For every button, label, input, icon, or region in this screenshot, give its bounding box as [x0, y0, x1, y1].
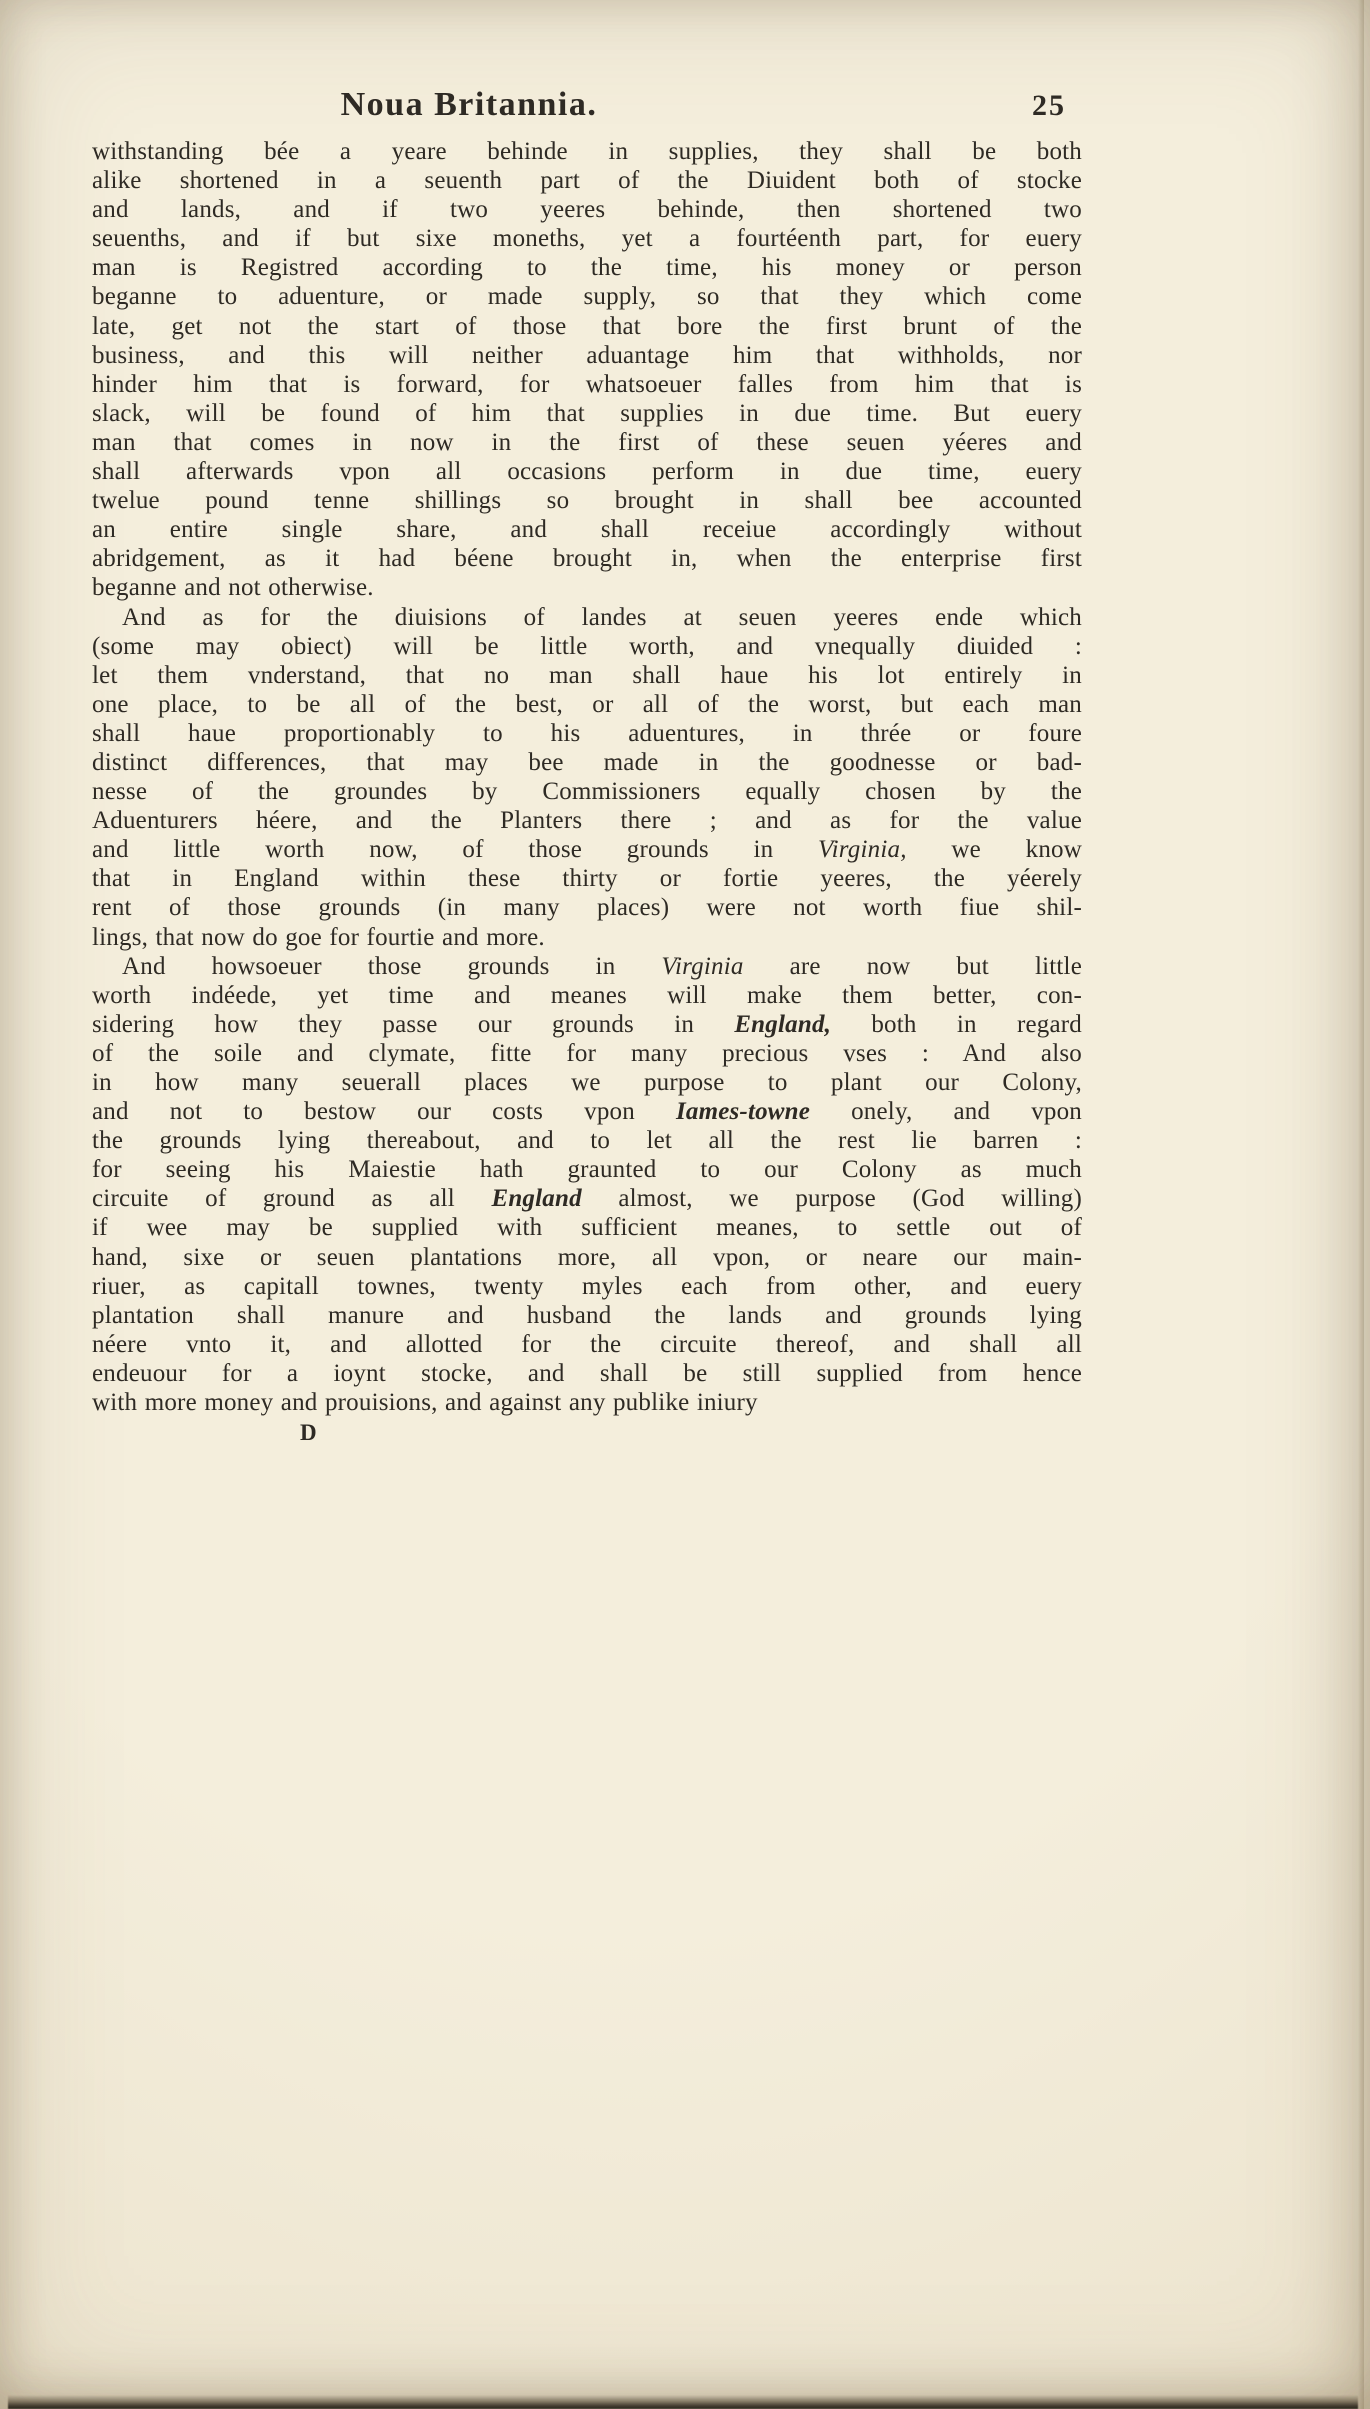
text-line	[92, 370, 1082, 399]
text-segment: of the soile and clymate, fitte for many precious vses : And also	[92, 1039, 1082, 1067]
text-line	[92, 603, 1082, 632]
page-bottom-edge	[8, 2395, 1358, 2409]
body-text	[92, 137, 1082, 1417]
text-line	[92, 952, 1082, 981]
text-segment: endeuour for a ioynt stocke, and shall be still supplied from hence	[92, 1359, 1082, 1387]
text-segment: rent of those grounds (in many places) were not worth fiue shil-	[92, 894, 1082, 922]
page-header	[92, 86, 1082, 134]
text-segment: shall haue proportionably to his aduentures, in thrée or foure	[92, 719, 1082, 747]
text-line	[92, 1010, 1082, 1039]
text-line	[92, 1330, 1082, 1359]
text-line	[92, 399, 1082, 428]
text-segment: almost, we purpose (God willing)	[581, 1185, 1082, 1213]
text-segment: one place, to be all of the best, or all of the worst, but each man	[92, 690, 1082, 718]
text-segment: and not to bestow our costs vpon	[92, 1098, 676, 1126]
text-line	[92, 1039, 1082, 1068]
text-segment: the grounds lying thereabout, and to let all the rest lie barren :	[92, 1127, 1082, 1155]
text-segment: and little worth now, of those grounds in	[92, 836, 819, 864]
text-line	[92, 1243, 1082, 1272]
text-segment: lings, that now do goe for fourtie and more.	[92, 923, 545, 951]
text-segment: are now but little	[743, 952, 1082, 980]
text-segment: hinder him that is forward, for whatsoeuer falles from him that is	[92, 370, 1082, 398]
text-line	[92, 835, 1082, 864]
text-segment: twelue pound tenne shillings so brought in shall bee accounted	[92, 487, 1082, 515]
page-right-edge-shadow	[1358, 0, 1364, 2409]
text-line	[92, 893, 1082, 922]
text-segment: (some may obiect) will be little worth, and vnequally diuided :	[92, 632, 1082, 660]
page-number: 25	[1032, 89, 1066, 122]
text-line	[92, 282, 1082, 311]
text-line	[92, 486, 1082, 515]
text-line	[92, 1272, 1082, 1301]
text-segment-emphasis: England,	[734, 1010, 832, 1038]
text-segment: business, and this will neither aduantage him that withholds, nor	[92, 341, 1082, 369]
text-line	[92, 573, 1082, 602]
text-segment: And howsoeuer those grounds in	[122, 952, 662, 980]
text-segment: riuer, as capitall townes, twenty myles each from other, and euery	[92, 1272, 1082, 1300]
text-segment: beganne to aduenture, or made supply, so that they which come	[92, 283, 1082, 311]
text-segment: for seeing his Maiestie hath graunted to our Colony as much	[92, 1156, 1082, 1184]
text-line	[92, 1068, 1082, 1097]
text-segment: abridgement, as it had béene brought in, when the enterprise first	[92, 545, 1082, 573]
text-segment: shall afterwards vpon all occasions perform in due time, euery	[92, 458, 1082, 486]
text-line	[92, 719, 1082, 748]
text-line	[92, 777, 1082, 806]
text-segment: circuite of ground as all	[92, 1185, 492, 1213]
text-segment: hand, sixe or seuen plantations more, all vpon, or neare our main-	[92, 1243, 1082, 1271]
text-segment: And as for the diuisions of landes at seuen yeeres ende which	[122, 603, 1082, 631]
text-segment: that in England within these thirty or fortie yeeres, the yéerely	[92, 865, 1082, 893]
text-line	[92, 312, 1082, 341]
text-line	[92, 690, 1082, 719]
text-segment: sidering how they passe our grounds in	[92, 1010, 735, 1038]
text-segment: man that comes in now in the first of these seuen yéeres and	[92, 428, 1082, 456]
text-segment: man is Registred according to the time, his money or person	[92, 254, 1082, 282]
text-segment-emphasis: England	[491, 1185, 582, 1213]
text-segment: distinct differences, that may bee made in the goodnesse or bad-	[92, 748, 1082, 776]
text-segment: both in regard	[831, 1010, 1082, 1038]
text-segment: slack, will be found of him that supplies in due time. But euery	[92, 399, 1082, 427]
text-line	[92, 195, 1082, 224]
text-segment: and lands, and if two yeeres behinde, then shortened two	[92, 196, 1082, 224]
text-line	[92, 1388, 1082, 1417]
text-segment-emphasis: Iames-towne	[675, 1098, 811, 1126]
text-line	[92, 806, 1082, 835]
text-segment: let them vnderstand, that no man shall haue his lot entirely in	[92, 661, 1082, 689]
text-segment: néere vnto it, and allotted for the circuite thereof, and shall all	[92, 1330, 1082, 1358]
text-line	[92, 632, 1082, 661]
text-segment: plantation shall manure and husband the lands and grounds lying	[92, 1301, 1082, 1329]
text-line	[92, 224, 1082, 253]
text-segment: alike shortened in a seuenth part of the Diuident both of stocke	[92, 167, 1082, 195]
text-segment: an entire single share, and shall receiue accordingly without	[92, 516, 1082, 544]
text-line	[92, 137, 1082, 166]
text-segment: worth indéede, yet time and meanes will make them better, con-	[92, 981, 1082, 1009]
text-line	[92, 341, 1082, 370]
text-line	[92, 923, 1082, 952]
text-segment: with more money and prouisions, and against any publike iniury	[92, 1389, 758, 1417]
text-segment: onely, and vpon	[810, 1098, 1082, 1126]
text-line	[92, 661, 1082, 690]
text-line	[92, 864, 1082, 893]
text-segment: late, get not the start of those that bore the first brunt of the	[92, 312, 1082, 340]
running-title: Noua Britannia.	[340, 86, 598, 123]
text-line	[92, 253, 1082, 282]
text-line	[92, 428, 1082, 457]
text-segment: if wee may be supplied with sufficient meanes, to settle out of	[92, 1214, 1082, 1242]
text-segment: nesse of the groundes by Commissioners equally chosen by the	[92, 778, 1082, 806]
text-line	[92, 515, 1082, 544]
text-line	[92, 1184, 1082, 1213]
text-line	[92, 1155, 1082, 1184]
text-line	[92, 1213, 1082, 1242]
text-line	[92, 544, 1082, 573]
text-segment: seuenths, and if but sixe moneths, yet a fourtéenth part, for euery	[92, 225, 1082, 253]
text-line	[92, 1301, 1082, 1330]
text-line	[92, 166, 1082, 195]
text-line	[92, 457, 1082, 486]
text-segment: withstanding bée a yeare behinde in supplies, they shall be both	[92, 138, 1082, 165]
text-segment-emphasis: Virginia	[661, 952, 744, 980]
signature-mark: D	[300, 1420, 318, 1446]
text-line	[92, 1097, 1082, 1126]
text-segment: we know	[906, 836, 1082, 864]
text-segment: beganne and not otherwise.	[92, 574, 374, 602]
text-segment-emphasis: Virginia,	[818, 836, 907, 864]
text-line	[92, 1126, 1082, 1155]
text-line	[92, 1359, 1082, 1388]
text-segment: Aduenturers héere, and the Planters there ; and as for the value	[92, 807, 1082, 835]
text-line	[92, 981, 1082, 1010]
text-segment: in how many seuerall places we purpose to plant our Colony,	[92, 1069, 1082, 1096]
text-line	[92, 748, 1082, 777]
